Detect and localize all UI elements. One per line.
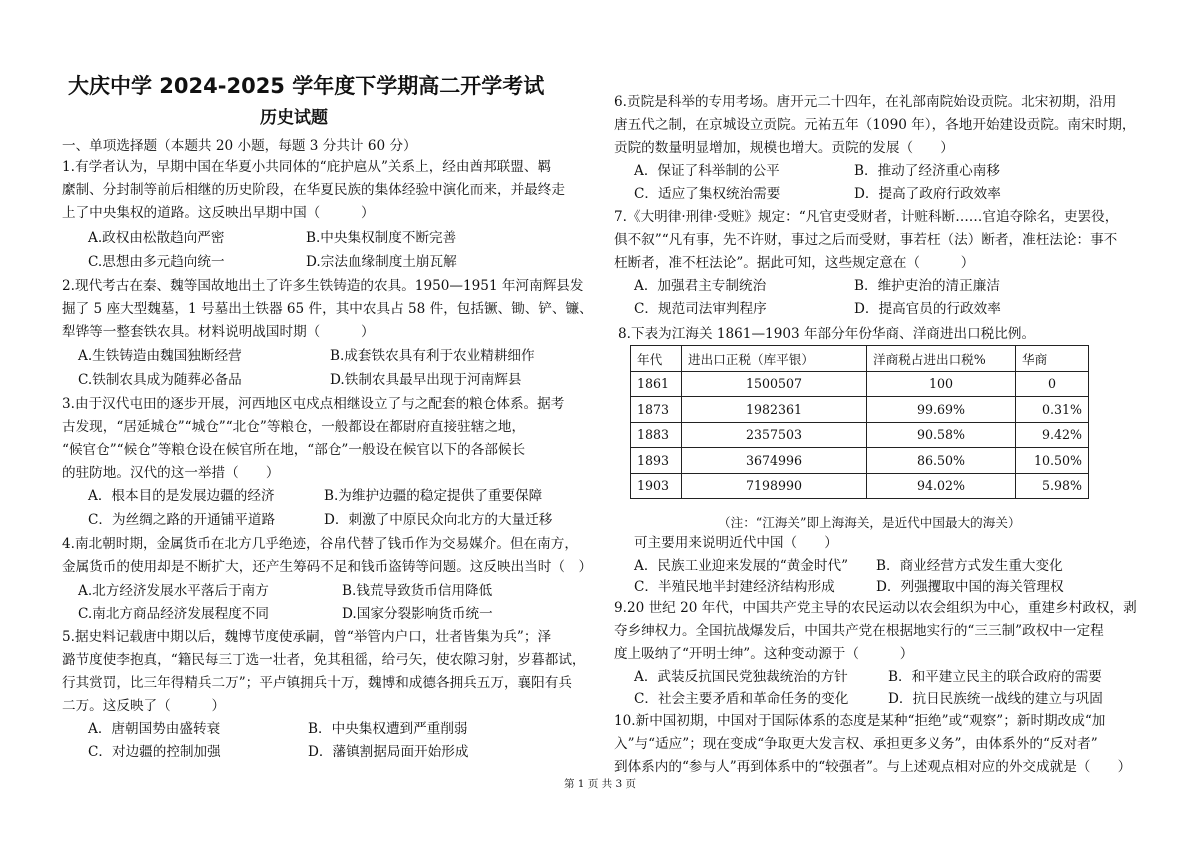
option-c: C.思想由多元趋向统一 (88, 254, 225, 270)
table-cell: 1893 (631, 448, 682, 474)
table-cell: 90.58% (867, 422, 1016, 448)
question-stem-line: 9.20 世纪 20 年代，中国共产党主导的农民运动以农会组织为中心，重建乡村政权，剥 (614, 600, 1137, 616)
table-header-cell: 进出口正税（库平银） (682, 346, 867, 372)
option-a: A．武装反抗国民党独裁统治的方针 (634, 669, 848, 685)
question-stem-line: 1.有学者认为，早期中国在华夏小共同体的“庇护扈从”关系上，经由酋邦联盟、羁 (62, 159, 552, 175)
table-cell: 1500507 (682, 371, 867, 397)
option-a: A．保证了科举制的公平 (634, 163, 780, 179)
exam-subtitle: 历史试题 (260, 108, 328, 128)
question-stem-line: 枉断者，准不枉法论”。据此可知，这些规定意在（ ） (614, 255, 975, 271)
table-cell: 100 (867, 371, 1016, 397)
option-b: B．和平建立民主的联合政府的需要 (888, 669, 1102, 685)
table-cell: 94.02% (867, 473, 1016, 499)
question-stem-line: 10.新中国初期，中国对于国际体系的态度是某种“拒绝”或“观察”；新时期改成“加 (614, 713, 1106, 729)
table-cell: 1873 (631, 397, 682, 423)
option-d: D.宗法血缘制度土崩瓦解 (306, 254, 457, 270)
question-stem-line: 金属货币的使用却是不断扩大，还产生筹码不足和钱币盗铸等问题。这反映出当时（ ） (62, 559, 593, 575)
option-a: A.政权由松散趋向严密 (88, 230, 225, 246)
question-stem-line: 入”与“适应”；现在变成“争取更大发言权、承担更多义务”，由体系外的“反对者” (614, 736, 1098, 752)
page-footer: 第 1 页 共 3 页 (563, 778, 637, 790)
option-c: C.南北方商品经济发展程度不同 (78, 606, 269, 622)
question-stem-line: 7.《大明律·刑律·受赃》规定：“凡官吏受财者，计赃科断……官追夺除名，吏罢役， (614, 209, 1119, 225)
table-cell: 1861 (631, 371, 682, 397)
option-b: B．推动了经济重心南移 (854, 163, 1000, 179)
table-row (631, 422, 1089, 448)
section-label: 一、单项选择题（本题共 20 小题，每题 3 分共计 60 分） (62, 138, 417, 154)
table-cell: 7198990 (682, 473, 867, 499)
option-d: D．提高了政府行政效率 (854, 186, 1001, 202)
option-d: D．提高官员的行政效率 (854, 301, 1001, 317)
question-stem-line: 3.由于汉代屯田的逐步开展，河西地区屯戍点相继设立了与之配套的粮仓体系。据考 (62, 396, 565, 412)
question-stem-line: 贡院的数量明显增加，规模也增大。贡院的发展（ ） (614, 140, 954, 156)
question-stem-line: 縻制、分封制等前后相继的历史阶段，在华夏民族的集体经验中演化而来，并最终走 (62, 182, 565, 198)
question-stem-line: 潞节度使李抱真，“籍民每三丁选一壮者，免其租徭，给弓矢，使农隙习射，岁暮都试， (62, 652, 586, 668)
question-stem-line: 掘了 5 座大型魏墓，1 号墓出土铁器 65 件，其中农具占 58 件，包括镢、锄、铲、镰、 (62, 301, 593, 317)
question-stem-line: 夺乡绅权力。全国抗战爆发后，中国共产党在根据地实行的“三三制”政权中一定程 (614, 623, 1104, 639)
option-c: C．对边疆的控制加强 (88, 744, 221, 760)
option-b: B.钱荒导致货币信用降低 (342, 583, 493, 599)
table-cell: 5.98% (1016, 473, 1089, 499)
option-b: B．中央集权遭到严重削弱 (308, 721, 468, 737)
option-b: B.中央集权制度不断完善 (306, 230, 457, 246)
question-stem-line: “候官仓”“候仓”等粮仓设在候官所在地，“部仓”一般设在候官以下的各部候长 (62, 442, 526, 458)
option-d: D．藩镇割据局面开始形成 (308, 744, 469, 760)
option-c: C．半殖民地半封建经济结构形成 (634, 579, 835, 595)
option-b: B．维护吏治的清正廉洁 (854, 278, 1000, 294)
table-header-row (631, 346, 1089, 372)
question-stem-line: 5.据史料记载唐中期以后，魏博节度使承嗣，曾“举管内户口，壮者皆集为兵”；泽 (62, 629, 552, 645)
option-d: D．抗日民族统一战线的建立与巩固 (888, 691, 1103, 707)
option-c: C．规范司法审判程序 (634, 301, 767, 317)
table-cell: 9.42% (1016, 422, 1089, 448)
question-stem-line: 可主要用来说明近代中国（ ） (634, 535, 838, 551)
table-cell: 2357503 (682, 422, 867, 448)
question-stem-line: 二万。这反映了（ ） (62, 698, 226, 714)
option-b: B.为维护边疆的稳定提供了重要保障 (324, 488, 543, 504)
option-c: C．为丝绸之路的开通铺平道路 (88, 512, 276, 528)
table-cell: 10.50% (1016, 448, 1089, 474)
question-stem-line: 到体系内的“参与人”再到体系中的“较强者”。与上述观点相对应的外交成就是（ ） (614, 759, 1132, 775)
option-d: D.铁制农具最早出现于河南辉县 (330, 372, 522, 388)
option-c: C．社会主要矛盾和革命任务的变化 (634, 691, 849, 707)
question-stem-line: 行其赏罚，比三年得精兵二万”；平卢镇拥兵十万，魏博和成德各拥兵五万，襄阳有兵 (62, 675, 572, 691)
question-stem-line: 2.现代考古在秦、魏等国故地出土了许多生铁铸造的农具。1950—1951 年河南辉县发 (62, 278, 584, 294)
question-stem-line: 犁铧等一整套铁农具。材料说明战国时期（ ） (62, 324, 375, 340)
table-cell: 1903 (631, 473, 682, 499)
table-cell: 3674996 (682, 448, 867, 474)
table-row (631, 448, 1089, 474)
question-stem-line: 上了中央集权的道路。这反映出早期中国（ ） (62, 205, 375, 221)
table-note: （注：“江海关”即上海海关，是近代中国最大的海关） (718, 515, 1021, 530)
option-a: A．民族工业迎来发展的“黄金时代” (634, 558, 849, 574)
option-b: B．商业经营方式发生重大变化 (876, 558, 1063, 574)
option-a: A．加强君主专制统治 (634, 278, 767, 294)
question-stem-line: 的驻防地。汉代的这一举措（ ） (62, 465, 280, 481)
exam-title: 大庆中学 2024-2025 学年度下学期高二开学考试 (68, 74, 545, 98)
option-d: D．刺激了中原民众向北方的大量迁移 (324, 512, 553, 528)
option-b: B.成套铁农具有利于农业精耕细作 (330, 348, 535, 364)
option-d: D．列强攫取中国的海关管理权 (876, 579, 1064, 595)
table-header-cell: 华商 (1016, 346, 1089, 372)
question-stem-line: 6.贡院是科举的专用考场。唐开元二十四年，在礼部南院始设贡院。北宋初期，沿用 (614, 94, 1117, 110)
table-cell: 1883 (631, 422, 682, 448)
question-stem-line: 古发现，“居延城仓”“城仓”“北仓”等粮仓，一般都设在都尉府直接驻辖之地， (62, 419, 526, 435)
tax-table (630, 345, 1089, 499)
option-a: A．唐朝国势由盛转衰 (88, 721, 221, 737)
table-cell: 0 (1016, 371, 1089, 397)
table-cell: 1982361 (682, 397, 867, 423)
option-d: D.国家分裂影响货币统一 (342, 606, 493, 622)
question-stem-line: 俱不叙”“凡有事，先不许财，事过之后而受财，事若枉（法）断者，准枉法论：事不 (614, 232, 1118, 248)
option-a: A.北方经济发展水平落后于南方 (78, 583, 269, 599)
question-stem-line: 度上吸纳了“开明士绅”。这种变动源于（ ） (614, 646, 914, 662)
table-cell: 99.69% (867, 397, 1016, 423)
option-a: A.生铁铸造由魏国独断经营 (78, 348, 242, 364)
table-header-cell: 洋商税占进出口税% (867, 346, 1016, 372)
question-stem-line: 8.下表为江海关 1861—1903 年部分年份华商、洋商进出口税比例。 (618, 326, 1036, 342)
table-row (631, 397, 1089, 423)
table-cell: 0.31% (1016, 397, 1089, 423)
option-c: C．适应了集权统治需要 (634, 186, 781, 202)
table-row (631, 473, 1089, 499)
question-stem-line: 4.南北朝时期，金属货币在北方几乎绝迹，谷帛代替了钱币作为交易媒介。但在南方， (62, 536, 578, 552)
option-a: A．根本目的是发展边疆的经济 (88, 488, 275, 504)
question-stem-line: 唐五代之制，在京城设立贡院。元祐五年（1090 年），各地开始建设贡院。南宋时期， (614, 117, 1136, 133)
table-cell: 86.50% (867, 448, 1016, 474)
table-row (631, 371, 1089, 397)
option-c: C.铁制农具成为随葬必备品 (78, 372, 242, 388)
table-header-cell: 年代 (631, 346, 682, 372)
